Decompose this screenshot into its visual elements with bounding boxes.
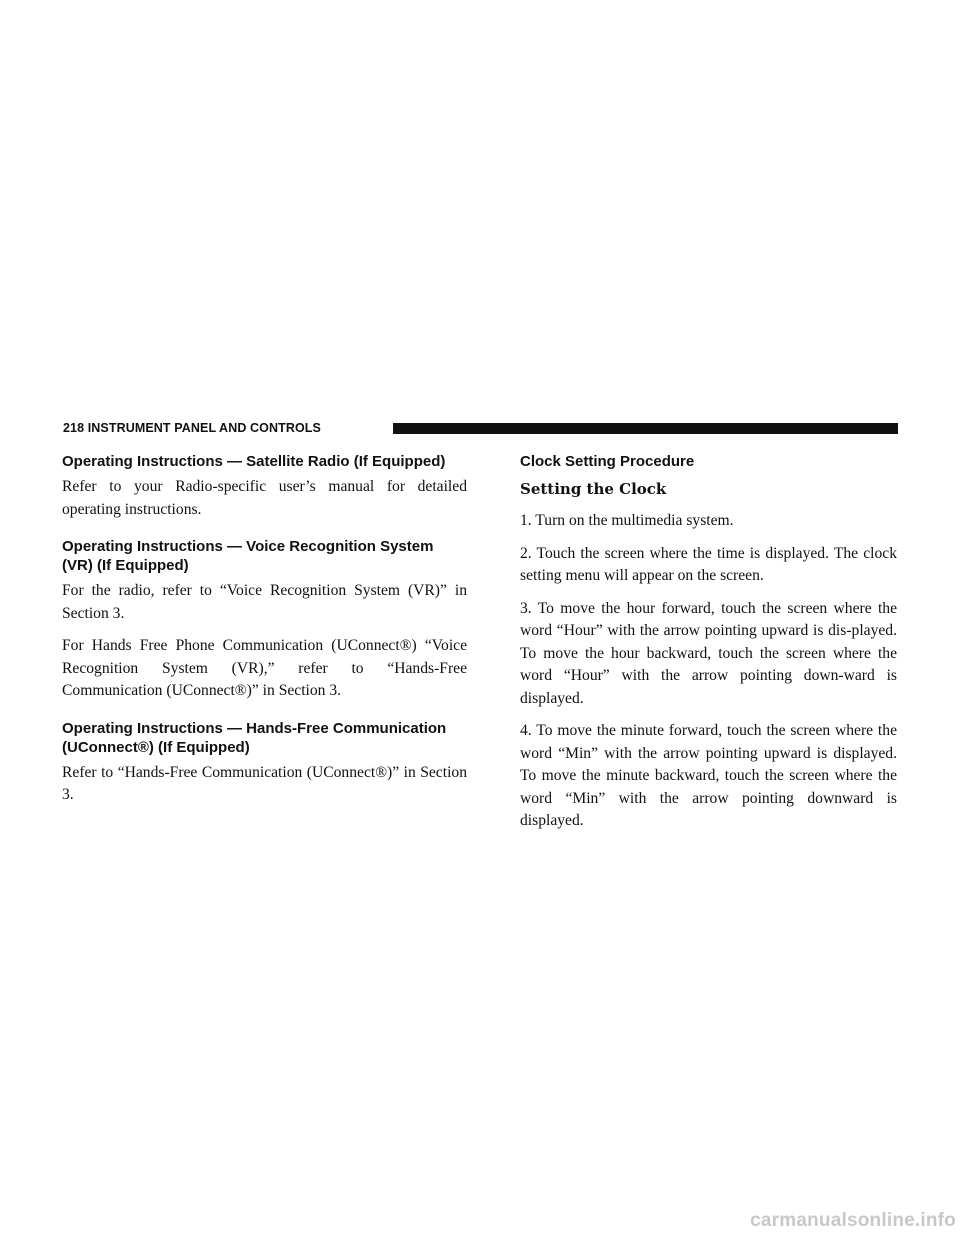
section-heading-hands-free: Operating Instructions — Hands-Free Communication (UConnect®) (If Equipped) [62, 719, 447, 756]
step-1: 1. Turn on the multimedia system. [520, 512, 734, 529]
paragraph-voice-recognition-phone: For Hands Free Phone Communication (UConnect®) “Voice Recognition System (VR),” refer to “Hands-Free Communication (UConnect®)” in Section 3. [62, 637, 467, 699]
section-heading-satellite-radio: Operating Instructions — Satellite Radio (If Equipped) [62, 453, 446, 470]
subheading-setting-the-clock: Setting the Clock [520, 480, 667, 498]
section-heading-clock-setting: Clock Setting Procedure [520, 453, 695, 470]
paragraph-satellite-radio: Refer to your Radio-specific user’s manual for detailed operating instructions. [62, 478, 467, 518]
paragraph-voice-recognition-radio: For the radio, refer to “Voice Recognition System (VR)” in Section 3. [62, 582, 467, 622]
step-4: 4. To move the minute forward, touch the screen where the word “Min” with the arrow pointing upward is displayed. To move the minute backward, touch the screen where the word “Min” with the arrow pointing downward is displayed. [520, 722, 897, 829]
section-heading-voice-recognition: Operating Instructions — Voice Recognition System (VR) (If Equipped) [62, 538, 434, 574]
step-3: 3. To move the hour forward, touch the screen where the word “Hour” with the arrow pointing upward is dis-played. To move the hour backward, touch the screen where the word “Hour” with the arrow pointing down-ward is displayed. [520, 599, 897, 707]
step-2: 2. Touch the screen where the time is displayed. The clock setting menu will appear on the screen. [520, 544, 897, 584]
right-column [520, 452, 897, 833]
page-header [63, 419, 898, 437]
watermark-text: carmanualsonline.info [750, 1210, 956, 1231]
paragraph-hands-free: Refer to “Hands-Free Communication (UConnect®)” in Section 3. [62, 763, 467, 803]
header-rule-bar [393, 423, 898, 434]
left-column [62, 452, 467, 807]
page-number-and-section-title: 218 INSTRUMENT PANEL AND CONTROLS [63, 421, 321, 435]
